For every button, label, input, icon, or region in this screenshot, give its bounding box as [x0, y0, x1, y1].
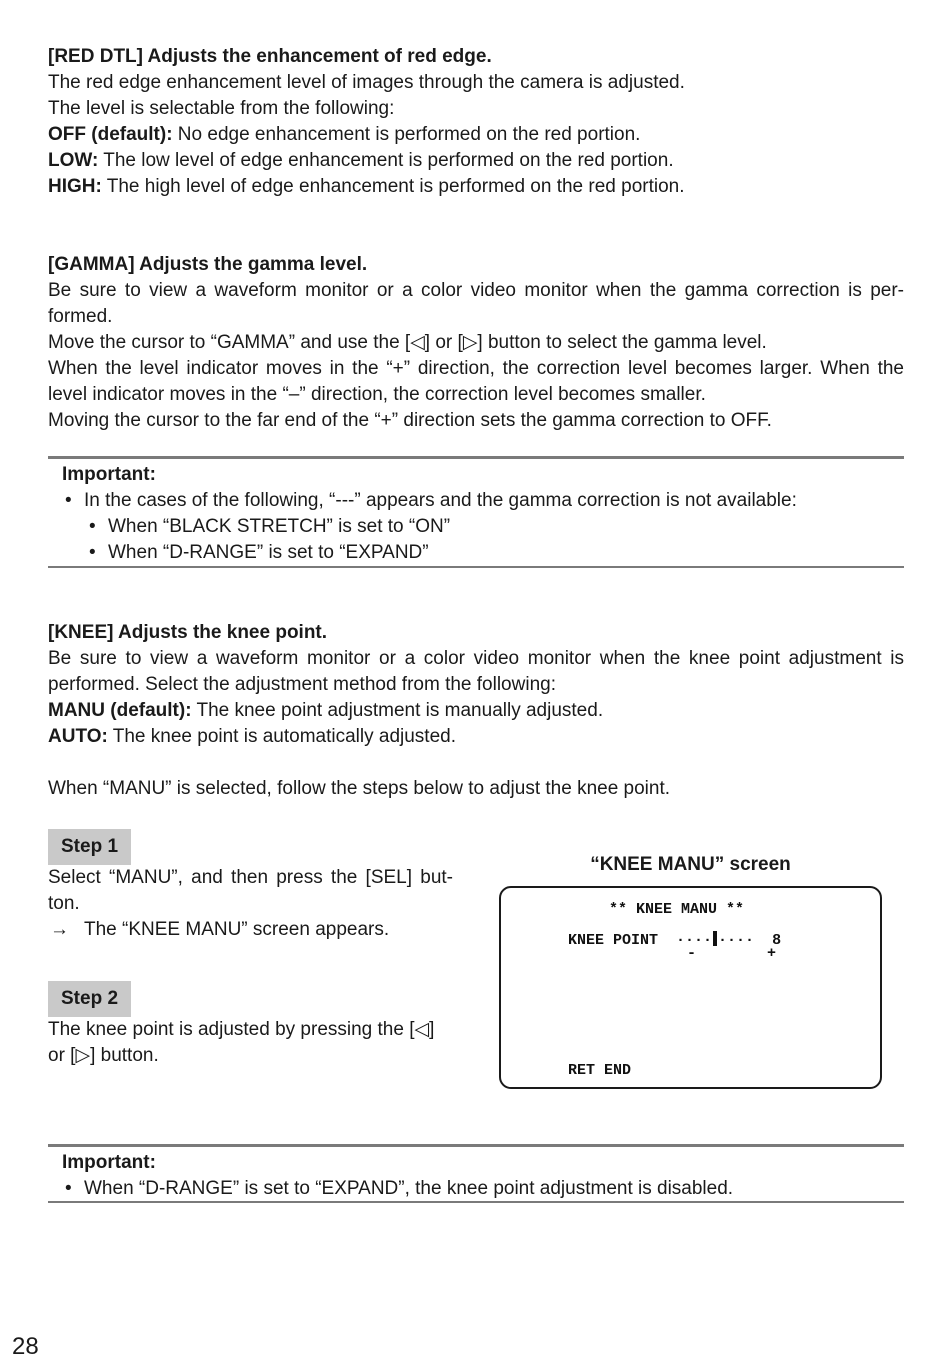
red-dtl-off [48, 122, 904, 148]
auto-text: The knee point is automatically adjusted. [107, 726, 457, 747]
step2-text: The knee point is adjusted by pressing the [◁] or [▷] button. [48, 1019, 435, 1066]
screen-footer: RET END [568, 1062, 632, 1079]
gamma-p3: When the level indicator moves in the “+” direction, the correction level becomes larger. When the level indicator moves in the “–” direction, the correction level becomes smaller. [48, 358, 904, 405]
knee-manu [48, 698, 904, 724]
gamma-p4: Moving the cursor to the far end of the “+” direction sets the gamma correction to OFF. [48, 410, 772, 431]
step1-result-line [48, 917, 453, 943]
red-dtl-heading: [RED DTL] Adjusts the enhancement of red edge. [48, 46, 492, 67]
red-dtl-line1: The red edge enhancement level of images through the camera is adjusted. [48, 72, 685, 93]
gamma-sub-item-2: • When “D-RANGE” is set to “EXPAND” [48, 540, 904, 566]
step1-result: The “KNEE MANU” screen appears. [84, 919, 390, 940]
screen-plus: + [767, 945, 777, 962]
knee-important-list [48, 1176, 904, 1202]
gamma-important-title: Important: [62, 464, 156, 485]
step2-badge-wrap [48, 981, 131, 1017]
knee-p2: When “MANU” is selected, follow the steps below to adjust the knee point. [48, 778, 671, 799]
level-cursor-icon [713, 931, 717, 946]
red-dtl-low [48, 148, 904, 174]
low-text: The low level of edge enhancement is performed on the red portion. [98, 150, 674, 171]
gamma-important-item: • In the cases of the following, “---” appears and the gamma correction is not available: [48, 488, 904, 514]
gamma-important-list [48, 488, 904, 566]
knee-important-box [48, 1144, 904, 1203]
screen-item-label: KNEE POINT [568, 932, 659, 949]
low-label: LOW: [48, 150, 99, 171]
gamma-p2: Move the cursor to “GAMMA” and use the [◁] or [▷] button to select the gamma level. [48, 332, 767, 353]
level-dots-left: ···· [676, 932, 713, 949]
arrow-right-icon: → [50, 919, 69, 940]
gamma-p1: Be sure to view a waveform monitor or a color video monitor when the gamma correction is per-formed. [48, 280, 904, 327]
step1-badge-wrap [48, 829, 131, 865]
screen-title: ** KNEE MANU ** [609, 901, 745, 918]
step1-body [48, 865, 453, 943]
off-text: No edge enhancement is performed on the red portion. [172, 124, 641, 145]
screen-caption: “KNEE MANU” screen [590, 854, 791, 875]
knee-important-item: • When “D-RANGE” is set to “EXPAND”, the knee point adjustment is disabled. [48, 1176, 904, 1202]
knee-auto [48, 724, 904, 750]
gamma-sub-item-1: • When “BLACK STRETCH” is set to “ON” [48, 514, 904, 540]
knee-section [48, 620, 904, 802]
red-dtl-line2: The level is selectable from the following: [48, 98, 395, 119]
gamma-important-box [48, 456, 904, 568]
auto-label: AUTO: [48, 726, 108, 747]
step1-badge: Step 1 [48, 829, 131, 865]
high-label: HIGH: [48, 176, 102, 197]
high-text: The high level of edge enhancement is performed on the red portion. [101, 176, 685, 197]
red-dtl-high [48, 174, 904, 200]
gamma-heading: [GAMMA] Adjusts the gamma level. [48, 254, 368, 275]
step1-text: Select “MANU”, and then press the [SEL] but-ton. [48, 867, 453, 914]
step2-body [48, 1017, 453, 1069]
gamma-section [48, 252, 904, 434]
manu-text: The knee point adjustment is manually adjusted. [191, 700, 604, 721]
knee-manu-screen [499, 886, 882, 1089]
manu-label: MANU (default): [48, 700, 192, 721]
off-label: OFF (default): [48, 124, 173, 145]
knee-p1: Be sure to view a waveform monitor or a color video monitor when the knee point adjustment is performed. Select the adjustment method from the following: [48, 648, 904, 695]
screen-knee-point-row [568, 931, 781, 949]
knee-heading: [KNEE] Adjusts the knee point. [48, 622, 328, 643]
step2-badge: Step 2 [48, 981, 131, 1017]
screen-value: 8 [772, 932, 782, 949]
red-dtl-section [48, 44, 904, 200]
screen-minus: - [687, 945, 697, 962]
level-dots-right: ···· [718, 932, 755, 949]
knee-important-title: Important: [62, 1152, 156, 1173]
page-number: 28 [12, 1333, 39, 1360]
